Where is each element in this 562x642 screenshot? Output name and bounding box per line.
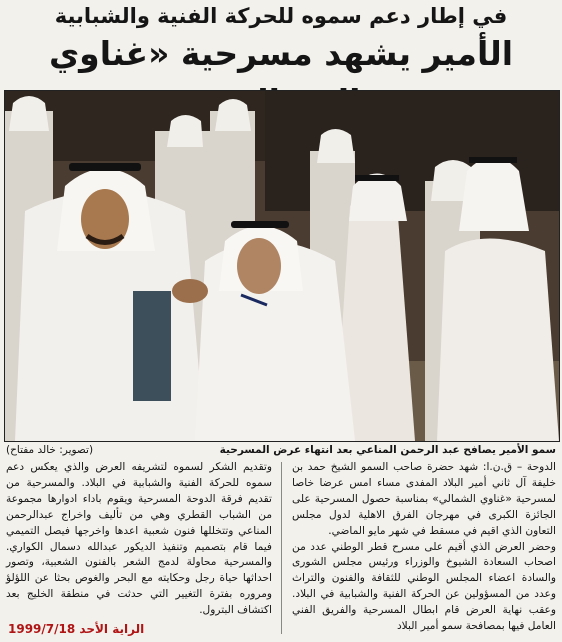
news-photo [4, 90, 560, 442]
photo-caption: سمو الأمير يصافح عبد الرحمن المناعي بعد انتهاء عرض المسرحية [219, 444, 556, 456]
article-column-right [292, 460, 556, 635]
paragraph: وحضر العرض الذي أقيم على مسرح قطر الوطني عدد من اصحاب السعادة الشيوخ والوزراء ورئيس مجلس الشورى والسادة اعضاء المجلس الوطني للثقافة والفنون والتراث وعدد من المسؤولين عن الحركة الفنية والشبابية في البلاد. وعقب نهاية العرض قام ابطال المسرحية والفريق الفني العامل فيها بمصافحة سمو أمير البلاد [292, 540, 556, 633]
newspaper-dateline: الراية الأحد 1999/7/18 [8, 622, 145, 636]
photo-credit: (تصوير: خالد مفتاح) [6, 444, 94, 456]
column-divider [281, 462, 282, 634]
caption-row [6, 441, 556, 459]
kicker: في إطار دعم سموه للحركة الفنية والشبابية [54, 4, 508, 28]
article-column-left [6, 460, 272, 619]
photo-illustration [5, 91, 559, 441]
headline: الأمير يشهد مسرحية «غناوي [48, 34, 514, 73]
paragraph: وتقديم الشكر لسموه لتشريفه العرض والذي يعكس دعم سموه للحركة الفنية والشبابية في البلاد. والمسرحية من تقديم فرقة الدوحة المسرحية ويقوم باداء ادوارها مجموعة من الشباب القطري وهي من تأليف واخراج عبدالرحمن المناعي وتتخللها فنون شعبية اعدها واخرجها فيصل التميمي فيما قام بتصميم وتنفيذ الديكور عبدالله دسمال الكواري. والمسرحية محاولة لدمج الشعر بالفنون الشعبية، وتصور احداثها حياة رجل وحكايته مع البحر والغوص بحثا عن اللؤلؤ ومروره بفترة التغيير التي حدثت في منطقة الخليج بعد اكتشاف البترول. [6, 461, 272, 617]
paragraph: الدوحة – ق.ن.ا: شهد حضرة صاحب السمو الشيخ حمد بن خليفة آل ثاني أمير البلاد المفدى مساء امس عرضا خاصا لمسرحية «غناوي الشمالي» بمناسبة حصول المسرحية على الجائزة الكبرى في مهرجان الفرق الاهلية لدول مجلس التعاون الذي اقيم في مسقط في شهر مايو الماضي. [292, 461, 556, 537]
